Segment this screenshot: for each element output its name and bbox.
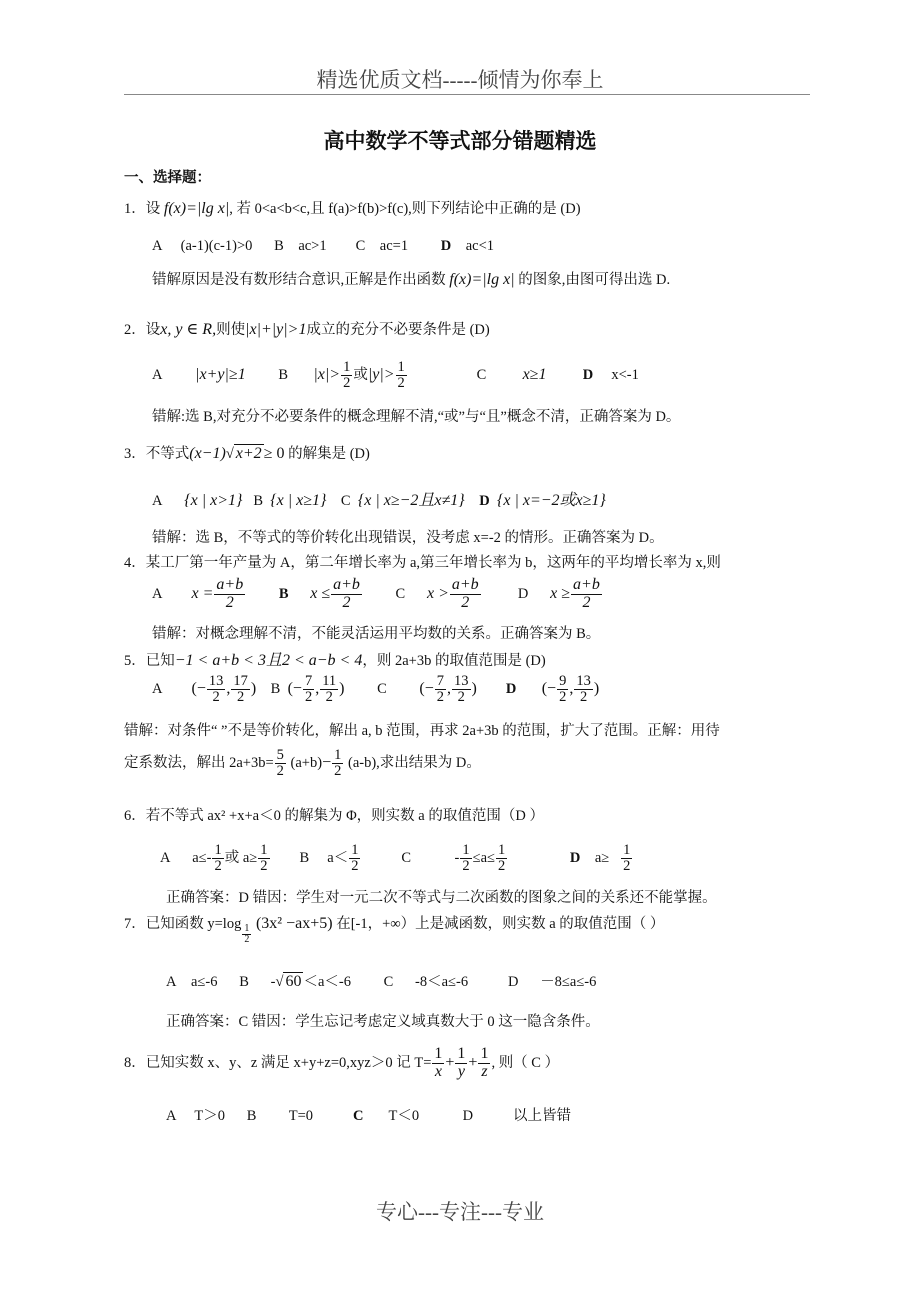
question-4-options: A x = $\frac{a+b}{2}$ B x ≤ $\frac{a+b}{2}$ C x > $\frac{a+b}{2}$ D x ≥ $\frac{a+b}{2}$ [152,576,600,612]
page-header: 精选优质文档-----倾情为你奉上 [316,68,604,92]
question-6-stem: 6．若不等式 ax² +x+a＜0 的解集为 Φ，则实数 a 的取值范围（D ） [124,808,544,824]
question-3-options: A {x | x>1} B {x | x≥1} C {x | x≥−2且x≠1} D {x | x=−2或x≥1} [152,492,606,509]
question-1-explanation: 错解原因是没有数形结合意识,正解是作出函数 f(x)=|lg x| 的图象,由图可得出选 D. [152,271,671,288]
question-1-stem: 1．设 f(x)=|lg x|, 若 0<a<b<c,且 f(a)>f(b)>f(c),则下列结论中正确的是 (D) [124,200,581,217]
question-4-stem: 4．某工厂第一年产量为 A，第二年增长率为 a,第三年增长率为 b，这两年的平均增长率为 x,则 [124,555,721,571]
question-2-explanation: 错解:选 B,对充分不必要条件的概念理解不清,“或”与“且”概念不清，正确答案为 D。 [152,409,681,425]
question-7-options: A a≤-6 B -√ 60 ＜a＜-6 C -8＜a≤-6 D －8≤a≤-6 [166,973,597,990]
question-7-stem: 7．已知函数 y=log $\frac{1}{2}$ (3x² −ax+5) 在[-1，+∞）上是减函数，则实数 a 的取值范围（ ） [124,915,665,945]
question-5-explanation-line2: 定系数法，解出 2a+3b= $\frac{5}{2}$ (a+b)− $\frac{1}{2}$ (a-b),求出结果为 D。 [124,746,481,780]
question-8-stem: 8．已知实数 x、y、z 满足 x+y+z=0,xyz＞0 记 T= $\frac{1}{x}$ + $\frac{1}{y}$ + $\frac{1}{z}$ , 则（ C ） [124,1045,560,1081]
question-3-explanation: 错解：选 B，不等式的等价转化出现错误，没考虑 x=-2 的情形。正确答案为 D。 [152,530,664,546]
header-divider [124,94,810,95]
question-1-options: A (a-1)(c-1)>0 B ac>1 C ac=1 D ac<1 [152,238,495,254]
question-7-explanation: 正确答案：C 错因：学生忘记考虑定义域真数大于 0 这一隐含条件。 [166,1014,600,1030]
question-2-stem: 2．设x, y ∈ R,则使|x|+|y|>1成立的充分不必要条件是 (D) [124,321,490,338]
question-2-options: A |x+y|≥1 B |x|> $\frac{1}{2}$ 或|y|> $\frac{1}{2}$ C x≥1 D x<-1 [152,358,639,392]
page-footer: 专心---专注---专业 [376,1200,544,1224]
question-3-stem: 3．不等式(x−1)√ x+2 ≥ 0 的解集是 (D) [124,445,370,462]
question-8-options: A T＞0 B T=0 C T＜0 D 以上皆错 [166,1108,572,1124]
q1-function: f(x)=|lg x| [163,200,230,217]
page-title: 高中数学不等式部分错题精选 [323,129,597,153]
question-5-stem: 5．已知−1 < a+b < 3且2 < a−b < 4，则 2a+3b 的取值范围是 (D) [124,652,546,669]
question-6-explanation: 正确答案：D 错因：学生对一元二次不等式与二次函数的图象之间的关系还不能掌握。 [166,890,717,906]
question-4-explanation: 错解：对概念理解不清，不能灵活运用平均数的关系。正确答案为 B。 [152,626,601,642]
section-heading: 一、选择题： [124,170,211,186]
question-5-options: A (− $\frac{13}{2}$ , $\frac{17}{2}$ ) B (− $\frac{7}{2}$ , $\frac{11}{2}$ ) C (− $\frac{7}{2}$ , $\frac{13}{2}$ ) D (− $\frac{9}{2}$ , $\frac{13}{2}$ ) [152,672,600,706]
question-6-options: A a≤- $\frac{1}{2}$ 或 a≥ $\frac{1}{2}$ B a＜ $\frac{1}{2}$ C - $\frac{1}{2}$ ≤a≤ $\frac{1}{2}$ D a≥ $\frac{1}{2}$ [160,841,631,875]
question-5-explanation-line1: 错解：对条件“ ”不是等价转化，解出 a, b 范围，再求 2a+3b 的范围，扩大了范围。正解：用待 [124,723,720,739]
